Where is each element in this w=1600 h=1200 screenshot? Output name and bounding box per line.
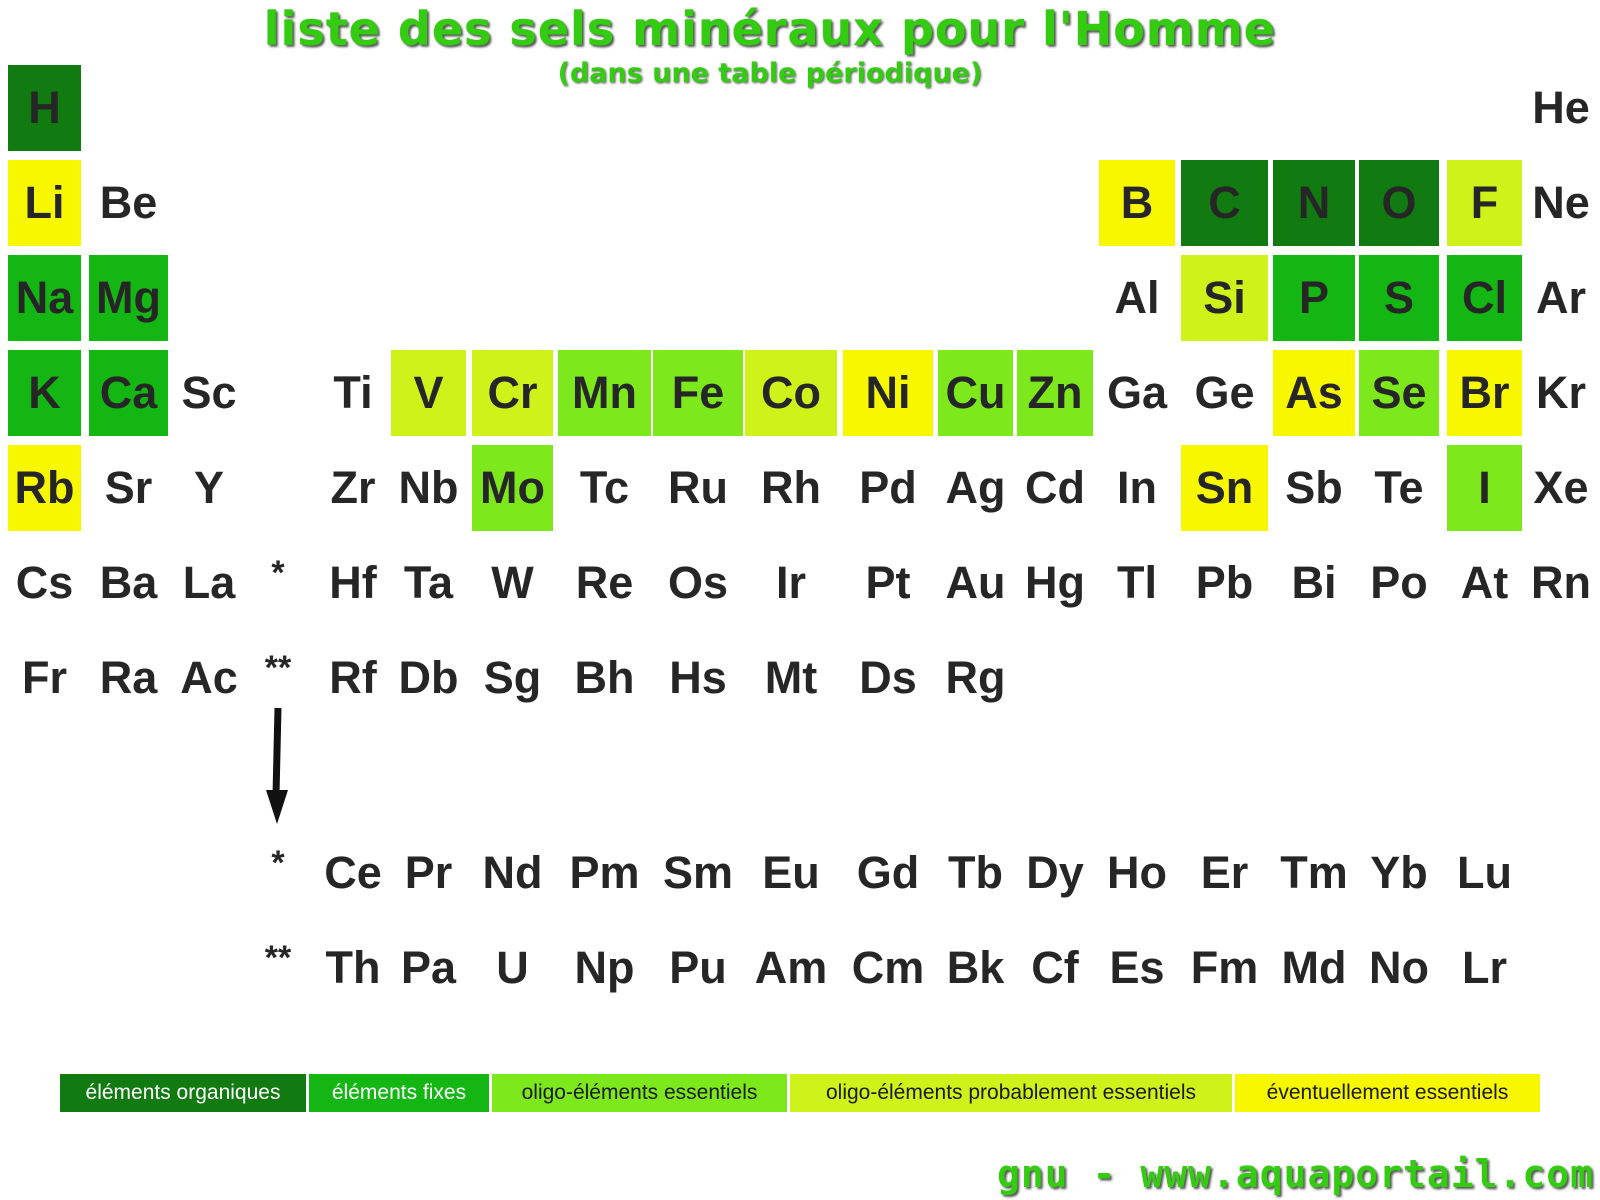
element-br: Br: [1447, 350, 1522, 436]
element-xe: Xe: [1533, 462, 1589, 513]
element-dy: Dy: [1026, 847, 1084, 898]
element-tl: Tl: [1117, 557, 1157, 608]
element-tb: Tb: [948, 847, 1003, 898]
element-yb: Yb: [1370, 847, 1428, 898]
lanthanide-marker: *: [271, 844, 285, 882]
element-ba: Ba: [99, 557, 158, 608]
element-cs: Cs: [15, 557, 74, 608]
element-k: K: [8, 350, 81, 436]
element-pm: Pm: [569, 847, 640, 898]
element-ti: Ti: [333, 367, 373, 418]
element-co: Co: [745, 350, 837, 436]
element-sm: Sm: [662, 847, 734, 898]
element-c: C: [1181, 160, 1268, 246]
element-pd: Pd: [859, 462, 917, 513]
element-ra: Ra: [99, 652, 158, 703]
legend-item-essentiel: oligo-éléments essentiels: [492, 1074, 787, 1112]
element-pa: Pa: [400, 942, 457, 993]
element-sn: Sn: [1181, 445, 1268, 531]
page-title: liste des sels minéraux pour l'Homme: [263, 2, 1277, 56]
element-fm: Fm: [1190, 942, 1259, 993]
legend-item-eventuel: éventuellement essentiels: [1235, 1074, 1540, 1112]
element-np: Np: [574, 942, 635, 993]
element-sb: Sb: [1285, 462, 1343, 513]
element-cu: Cu: [938, 350, 1013, 436]
element-sg: Sg: [483, 652, 542, 703]
element-no: No: [1369, 942, 1429, 993]
element-b: B: [1099, 160, 1175, 246]
element-i: I: [1447, 445, 1522, 531]
element-bk: Bk: [946, 942, 1005, 993]
element-hg: Hg: [1025, 557, 1085, 608]
legend-item-organique: éléments organiques: [60, 1074, 306, 1112]
element-re: Re: [575, 557, 634, 608]
element-ac: Ac: [180, 652, 238, 703]
element-se: Se: [1359, 350, 1439, 436]
element-s: S: [1359, 255, 1439, 341]
element-ir: Ir: [775, 557, 806, 608]
element-gd: Gd: [856, 847, 920, 898]
element-o: O: [1359, 160, 1439, 246]
element-ge: Ge: [1194, 367, 1255, 418]
element-cm: Cm: [851, 942, 925, 993]
element-p: P: [1273, 255, 1355, 341]
element-rb: Rb: [8, 445, 81, 531]
page-subtitle: (dans une table périodique): [557, 58, 983, 89]
legend-item-fixe: éléments fixes: [309, 1074, 489, 1112]
element-actinide-marker: **: [264, 649, 292, 687]
element-h: H: [8, 65, 81, 151]
legend: [60, 1074, 1543, 1112]
element-li: Li: [8, 160, 81, 246]
element-fe: Fe: [653, 350, 743, 436]
element-rh: Rh: [761, 462, 821, 513]
element-la: La: [182, 557, 236, 608]
element-am: Am: [754, 942, 828, 993]
element-lu: Lu: [1457, 847, 1512, 898]
element-db: Db: [398, 652, 459, 703]
element-bh: Bh: [574, 652, 635, 703]
element-te: Te: [1374, 462, 1424, 513]
element-ta: Ta: [403, 557, 454, 608]
element-v: V: [391, 350, 466, 436]
element-ag: Ag: [945, 462, 1006, 513]
element-nd: Nd: [482, 847, 543, 898]
element-ne: Ne: [1532, 177, 1590, 228]
credit-text: gnu - www.aquaportail.com: [997, 1152, 1594, 1196]
element-ho: Ho: [1107, 847, 1167, 898]
element-at: At: [1460, 557, 1509, 608]
element-pu: Pu: [669, 942, 727, 993]
element-os: Os: [667, 557, 729, 608]
element-hf: Hf: [329, 557, 377, 608]
element-lanthanide-marker: *: [271, 554, 285, 592]
element-mn: Mn: [558, 350, 651, 436]
element-cr: Cr: [472, 350, 553, 436]
element-po: Po: [1370, 557, 1428, 608]
element-kr: Kr: [1535, 367, 1586, 418]
element-ni: Ni: [843, 350, 933, 436]
element-cf: Cf: [1031, 942, 1079, 993]
element-be: Be: [99, 177, 158, 228]
element-as: As: [1273, 350, 1355, 436]
element-hs: Hs: [669, 652, 727, 703]
element-er: Er: [1200, 847, 1249, 898]
element-ru: Ru: [668, 462, 728, 513]
element-tm: Tm: [1280, 847, 1348, 898]
element-rg: Rg: [945, 652, 1006, 703]
element-ce: Ce: [324, 847, 382, 898]
element-nb: Nb: [398, 462, 459, 513]
element-zn: Zn: [1017, 350, 1093, 436]
element-lr: Lr: [1462, 942, 1507, 993]
element-al: Al: [1114, 272, 1160, 323]
element-pt: Pt: [865, 557, 911, 608]
element-eu: Eu: [762, 847, 820, 898]
element-he: He: [1532, 82, 1590, 133]
element-ca: Ca: [89, 350, 168, 436]
element-sc: Sc: [181, 367, 237, 418]
element-tc: Tc: [579, 462, 630, 513]
element-na: Na: [8, 255, 81, 341]
element-zr: Zr: [330, 462, 376, 513]
element-f: F: [1447, 160, 1522, 246]
element-ga: Ga: [1106, 367, 1168, 418]
element-ar: Ar: [1535, 272, 1586, 323]
element-n: N: [1273, 160, 1355, 246]
actinide-marker: **: [264, 939, 292, 977]
element-mg: Mg: [89, 255, 168, 341]
element-pr: Pr: [404, 847, 453, 898]
element-es: Es: [1109, 942, 1165, 993]
legend-item-probable: oligo-éléments probablement essentiels: [790, 1074, 1232, 1112]
element-bi: Bi: [1291, 557, 1337, 608]
element-si: Si: [1181, 255, 1268, 341]
element-y: Y: [193, 462, 224, 513]
element-u: U: [496, 942, 529, 993]
element-rn: Rn: [1531, 557, 1591, 608]
element-rf: Rf: [329, 652, 377, 703]
element-cd: Cd: [1025, 462, 1085, 513]
element-th: Th: [325, 942, 381, 993]
element-mo: Mo: [472, 445, 553, 531]
element-md: Md: [1281, 942, 1347, 993]
element-fr: Fr: [22, 652, 67, 703]
element-au: Au: [945, 557, 1006, 608]
element-ds: Ds: [859, 652, 917, 703]
element-w: W: [491, 557, 534, 608]
element-sr: Sr: [104, 462, 153, 513]
element-pb: Pb: [1195, 557, 1254, 608]
element-mt: Mt: [764, 652, 818, 703]
element-cl: Cl: [1447, 255, 1522, 341]
element-in: In: [1117, 462, 1157, 513]
